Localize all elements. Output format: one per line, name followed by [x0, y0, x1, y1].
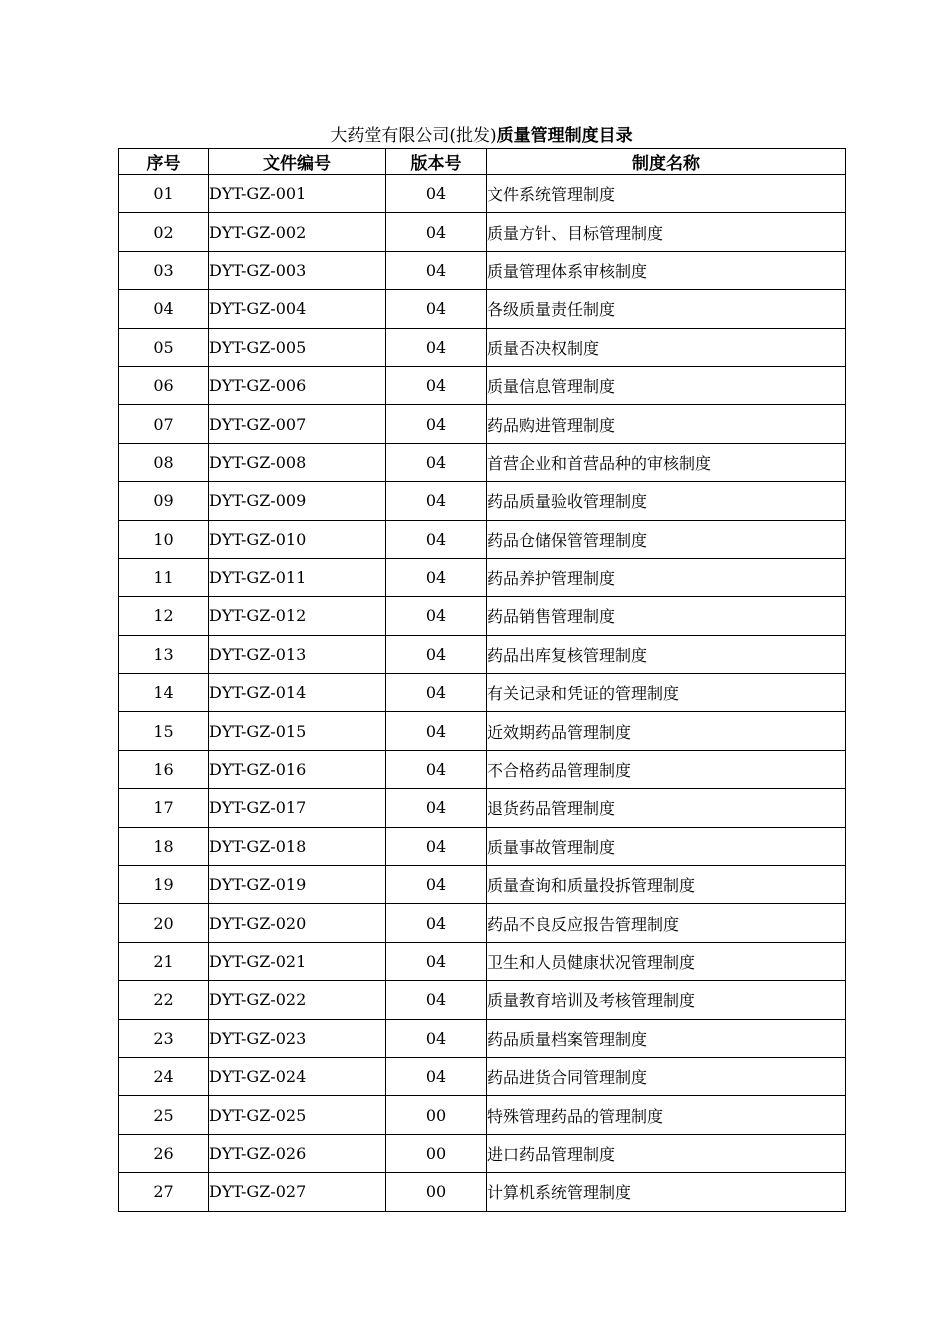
cell-name: 不合格药品管理制度 [487, 750, 846, 788]
cell-version: 04 [386, 175, 487, 213]
cell-code: DYT-GZ-012 [209, 597, 386, 635]
cell-version: 04 [386, 789, 487, 827]
cell-name: 药品养护管理制度 [487, 558, 846, 596]
cell-seq: 18 [119, 827, 209, 865]
cell-code: DYT-GZ-010 [209, 520, 386, 558]
title-company: 大药堂有限公司(批发) [330, 126, 497, 146]
cell-name: 药品购进管理制度 [487, 405, 846, 443]
cell-version: 00 [386, 1096, 487, 1134]
cell-code: DYT-GZ-002 [209, 213, 386, 251]
cell-name: 药品出库复核管理制度 [487, 635, 846, 673]
header-code: 文件编号 [209, 149, 386, 175]
table-row [119, 1057, 846, 1095]
cell-name: 卫生和人员健康状况管理制度 [487, 942, 846, 980]
table-row [119, 1134, 846, 1172]
cell-code: DYT-GZ-008 [209, 443, 386, 481]
cell-seq: 10 [119, 520, 209, 558]
cell-name: 质量教育培训及考核管理制度 [487, 981, 846, 1019]
regulation-catalog-table [118, 148, 846, 1212]
cell-seq: 15 [119, 712, 209, 750]
cell-code: DYT-GZ-011 [209, 558, 386, 596]
cell-seq: 02 [119, 213, 209, 251]
cell-code: DYT-GZ-019 [209, 866, 386, 904]
cell-code: DYT-GZ-026 [209, 1134, 386, 1172]
table-row [119, 1019, 846, 1057]
cell-name: 质量事故管理制度 [487, 827, 846, 865]
cell-version: 04 [386, 674, 487, 712]
table-row [119, 175, 846, 213]
document-title [118, 124, 845, 148]
table-row [119, 328, 846, 366]
cell-seq: 22 [119, 981, 209, 1019]
table-row [119, 213, 846, 251]
cell-seq: 11 [119, 558, 209, 596]
cell-seq: 23 [119, 1019, 209, 1057]
cell-seq: 12 [119, 597, 209, 635]
cell-seq: 03 [119, 251, 209, 289]
cell-version: 04 [386, 827, 487, 865]
table-row [119, 674, 846, 712]
cell-code: DYT-GZ-013 [209, 635, 386, 673]
cell-seq: 20 [119, 904, 209, 942]
cell-seq: 08 [119, 443, 209, 481]
cell-name: 首营企业和首营品种的审核制度 [487, 443, 846, 481]
cell-version: 04 [386, 443, 487, 481]
cell-version: 04 [386, 597, 487, 635]
cell-name: 药品销售管理制度 [487, 597, 846, 635]
cell-name: 特殊管理药品的管理制度 [487, 1096, 846, 1134]
cell-version: 04 [386, 366, 487, 404]
cell-name: 质量否决权制度 [487, 328, 846, 366]
table-row [119, 290, 846, 328]
table-row [119, 597, 846, 635]
cell-seq: 21 [119, 942, 209, 980]
cell-code: DYT-GZ-024 [209, 1057, 386, 1095]
table-row [119, 866, 846, 904]
cell-version: 00 [386, 1134, 487, 1172]
cell-name: 质量信息管理制度 [487, 366, 846, 404]
cell-seq: 24 [119, 1057, 209, 1095]
title-main: 质量管理制度目录 [496, 126, 633, 146]
cell-code: DYT-GZ-016 [209, 750, 386, 788]
cell-code: DYT-GZ-007 [209, 405, 386, 443]
table-row [119, 981, 846, 1019]
table-body [119, 175, 846, 1212]
cell-version: 04 [386, 981, 487, 1019]
cell-version: 04 [386, 482, 487, 520]
cell-version: 04 [386, 1057, 487, 1095]
cell-version: 04 [386, 251, 487, 289]
cell-version: 04 [386, 1019, 487, 1057]
cell-code: DYT-GZ-021 [209, 942, 386, 980]
cell-code: DYT-GZ-009 [209, 482, 386, 520]
cell-name: 计算机系统管理制度 [487, 1173, 846, 1211]
table-row [119, 251, 846, 289]
cell-name: 药品进货合同管理制度 [487, 1057, 846, 1095]
cell-version: 04 [386, 942, 487, 980]
table-header-row [119, 149, 846, 175]
table-row [119, 366, 846, 404]
cell-code: DYT-GZ-022 [209, 981, 386, 1019]
cell-code: DYT-GZ-006 [209, 366, 386, 404]
cell-seq: 05 [119, 328, 209, 366]
table-row [119, 789, 846, 827]
cell-seq: 17 [119, 789, 209, 827]
cell-seq: 09 [119, 482, 209, 520]
cell-code: DYT-GZ-018 [209, 827, 386, 865]
cell-version: 04 [386, 904, 487, 942]
cell-name: 退货药品管理制度 [487, 789, 846, 827]
table-row [119, 1173, 846, 1211]
cell-code: DYT-GZ-003 [209, 251, 386, 289]
cell-version: 04 [386, 213, 487, 251]
cell-seq: 16 [119, 750, 209, 788]
cell-seq: 01 [119, 175, 209, 213]
table-row [119, 520, 846, 558]
table-row [119, 942, 846, 980]
cell-version: 04 [386, 635, 487, 673]
cell-seq: 07 [119, 405, 209, 443]
cell-version: 04 [386, 290, 487, 328]
table-row [119, 558, 846, 596]
cell-name: 质量查询和质量投拆管理制度 [487, 866, 846, 904]
cell-seq: 25 [119, 1096, 209, 1134]
cell-version: 00 [386, 1173, 487, 1211]
cell-version: 04 [386, 750, 487, 788]
cell-version: 04 [386, 520, 487, 558]
cell-name: 进口药品管理制度 [487, 1134, 846, 1172]
cell-name: 质量方针、目标管理制度 [487, 213, 846, 251]
cell-version: 04 [386, 405, 487, 443]
cell-name: 质量管理体系审核制度 [487, 251, 846, 289]
table-row [119, 482, 846, 520]
cell-seq: 13 [119, 635, 209, 673]
table-row [119, 827, 846, 865]
table-row [119, 904, 846, 942]
cell-seq: 27 [119, 1173, 209, 1211]
cell-name: 药品不良反应报告管理制度 [487, 904, 846, 942]
cell-name: 有关记录和凭证的管理制度 [487, 674, 846, 712]
cell-seq: 19 [119, 866, 209, 904]
cell-seq: 14 [119, 674, 209, 712]
cell-version: 04 [386, 866, 487, 904]
table-row [119, 443, 846, 481]
table-row [119, 1096, 846, 1134]
header-version: 版本号 [386, 149, 487, 175]
cell-code: DYT-GZ-023 [209, 1019, 386, 1057]
cell-code: DYT-GZ-017 [209, 789, 386, 827]
cell-code: DYT-GZ-025 [209, 1096, 386, 1134]
header-seq: 序号 [119, 149, 209, 175]
cell-code: DYT-GZ-001 [209, 175, 386, 213]
cell-name: 各级质量责任制度 [487, 290, 846, 328]
table-row [119, 712, 846, 750]
cell-version: 04 [386, 558, 487, 596]
cell-code: DYT-GZ-005 [209, 328, 386, 366]
cell-name: 文件系统管理制度 [487, 175, 846, 213]
header-name: 制度名称 [487, 149, 846, 175]
cell-code: DYT-GZ-004 [209, 290, 386, 328]
cell-seq: 06 [119, 366, 209, 404]
cell-name: 药品仓储保管管理制度 [487, 520, 846, 558]
cell-name: 药品质量档案管理制度 [487, 1019, 846, 1057]
table-row [119, 635, 846, 673]
table-row [119, 750, 846, 788]
cell-code: DYT-GZ-014 [209, 674, 386, 712]
cell-name: 药品质量验收管理制度 [487, 482, 846, 520]
cell-code: DYT-GZ-020 [209, 904, 386, 942]
cell-name: 近效期药品管理制度 [487, 712, 846, 750]
cell-version: 04 [386, 328, 487, 366]
cell-version: 04 [386, 712, 487, 750]
cell-code: DYT-GZ-015 [209, 712, 386, 750]
cell-seq: 26 [119, 1134, 209, 1172]
cell-seq: 04 [119, 290, 209, 328]
table-row [119, 405, 846, 443]
cell-code: DYT-GZ-027 [209, 1173, 386, 1211]
